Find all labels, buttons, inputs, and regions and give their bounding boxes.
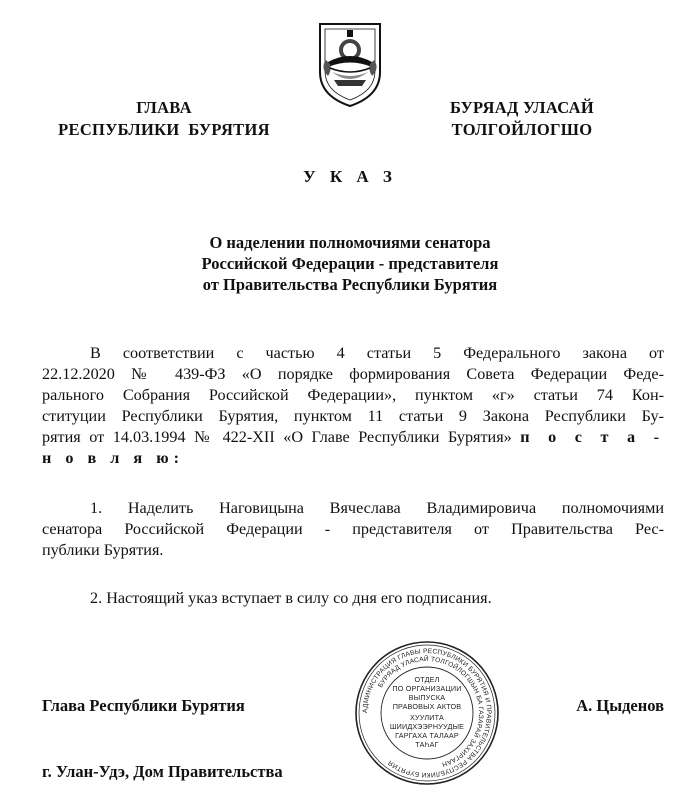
seal-inner-line: ХУУЛИТА — [410, 713, 444, 722]
item-line: публики Бурятия. — [42, 541, 164, 559]
seal-inner-line: ВЫПУСКА — [408, 693, 446, 702]
preamble-line: рального Собрания Российской Федерации», пунктом «г» статьи 74 Кон- — [42, 386, 664, 404]
official-seal — [352, 638, 502, 788]
preamble-paragraph — [42, 343, 664, 469]
issuer-header-russian — [36, 97, 292, 141]
issuer-header-buryat — [424, 97, 620, 141]
item-1-paragraph — [42, 498, 664, 561]
seal-inner-line: ТАҺАГ — [415, 740, 439, 749]
seal-inner-line: ПРАВОВЫХ АКТОВ — [392, 702, 462, 711]
preamble-line — [42, 427, 664, 448]
seal-inner-line: ШИИДХЭЭРНУУДЫЕ — [389, 722, 465, 731]
seal-ring-text-2: БУРЯАД УЛАСАЙ ТОЛГОЙЛОГШЫН БА ГАЗАРАЙ ЗАХИРГААН — [377, 655, 485, 768]
signatory-position: Глава Республики Бурятия — [42, 696, 245, 715]
decree-verb-continued: н о в л я ю: — [42, 449, 184, 467]
preamble-line: В соответствии с частью 4 статьи 5 Федерального закона от — [90, 344, 664, 362]
seal-inner-line: ОТДЕЛ — [414, 675, 440, 684]
item-line: сенатора Российской Федерации - представителя от Правительства Рес- — [42, 520, 664, 538]
issuer-buryat-line-1: БУРЯАД УЛАСАЙ — [449, 98, 595, 117]
seal-inner-line: ПО ОРГАНИЗАЦИИ — [392, 684, 462, 693]
preamble-line — [42, 448, 664, 469]
issuer-line-2: РЕСПУБЛИКИ БУРЯТИЯ — [58, 120, 270, 139]
title-line-3: от Правительства Республики Бурятия — [202, 275, 498, 294]
title-line-2: Российской Федерации - представителя — [201, 254, 499, 273]
document-type: У К А З — [303, 167, 397, 186]
title-line-1: О наделении полномочиями сенатора — [209, 233, 491, 252]
item-2-paragraph — [42, 588, 664, 609]
item-line: 1. Наделить Наговицына Вячеслава Владимировича полномочиями — [90, 499, 664, 517]
issuer-line-1: ГЛАВА — [136, 98, 192, 117]
coat-of-arms-icon — [316, 20, 384, 108]
preamble-line-text: рятия от 14.03.1994 № 422-XII «О Главе Республики Бурятия» — [42, 428, 512, 446]
decree-verb: п о с т а - — [520, 428, 664, 446]
seal-ring-text: АДМИНИСТРАЦИЯ ГЛАВЫ РЕСПУБЛИКИ БУРЯТИЯ И ПРАВИТЕЛЬСТВА РЕСПУБЛИКИ БУРЯТИЯ — [361, 647, 493, 779]
document-title — [0, 232, 700, 295]
signing-place: г. Улан-Удэ, Дом Правительства — [42, 762, 283, 781]
seal-inner-line: ГАРГАХА ТАЛААР — [395, 731, 459, 740]
signatory-name: А. Цыденов — [576, 696, 664, 715]
preamble-line: 22.12.2020 № 439-ФЗ «О порядке формирования Совета Федерации Феде- — [42, 365, 664, 383]
item-line: 2. Настоящий указ вступает в силу со дня его подписания. — [90, 589, 492, 607]
issuer-buryat-line-2: ТОЛГОЙЛОГШО — [451, 120, 593, 139]
preamble-line: ституции Республики Бурятия, пунктом 11 статьи 9 Закона Республики Бу- — [42, 407, 664, 425]
